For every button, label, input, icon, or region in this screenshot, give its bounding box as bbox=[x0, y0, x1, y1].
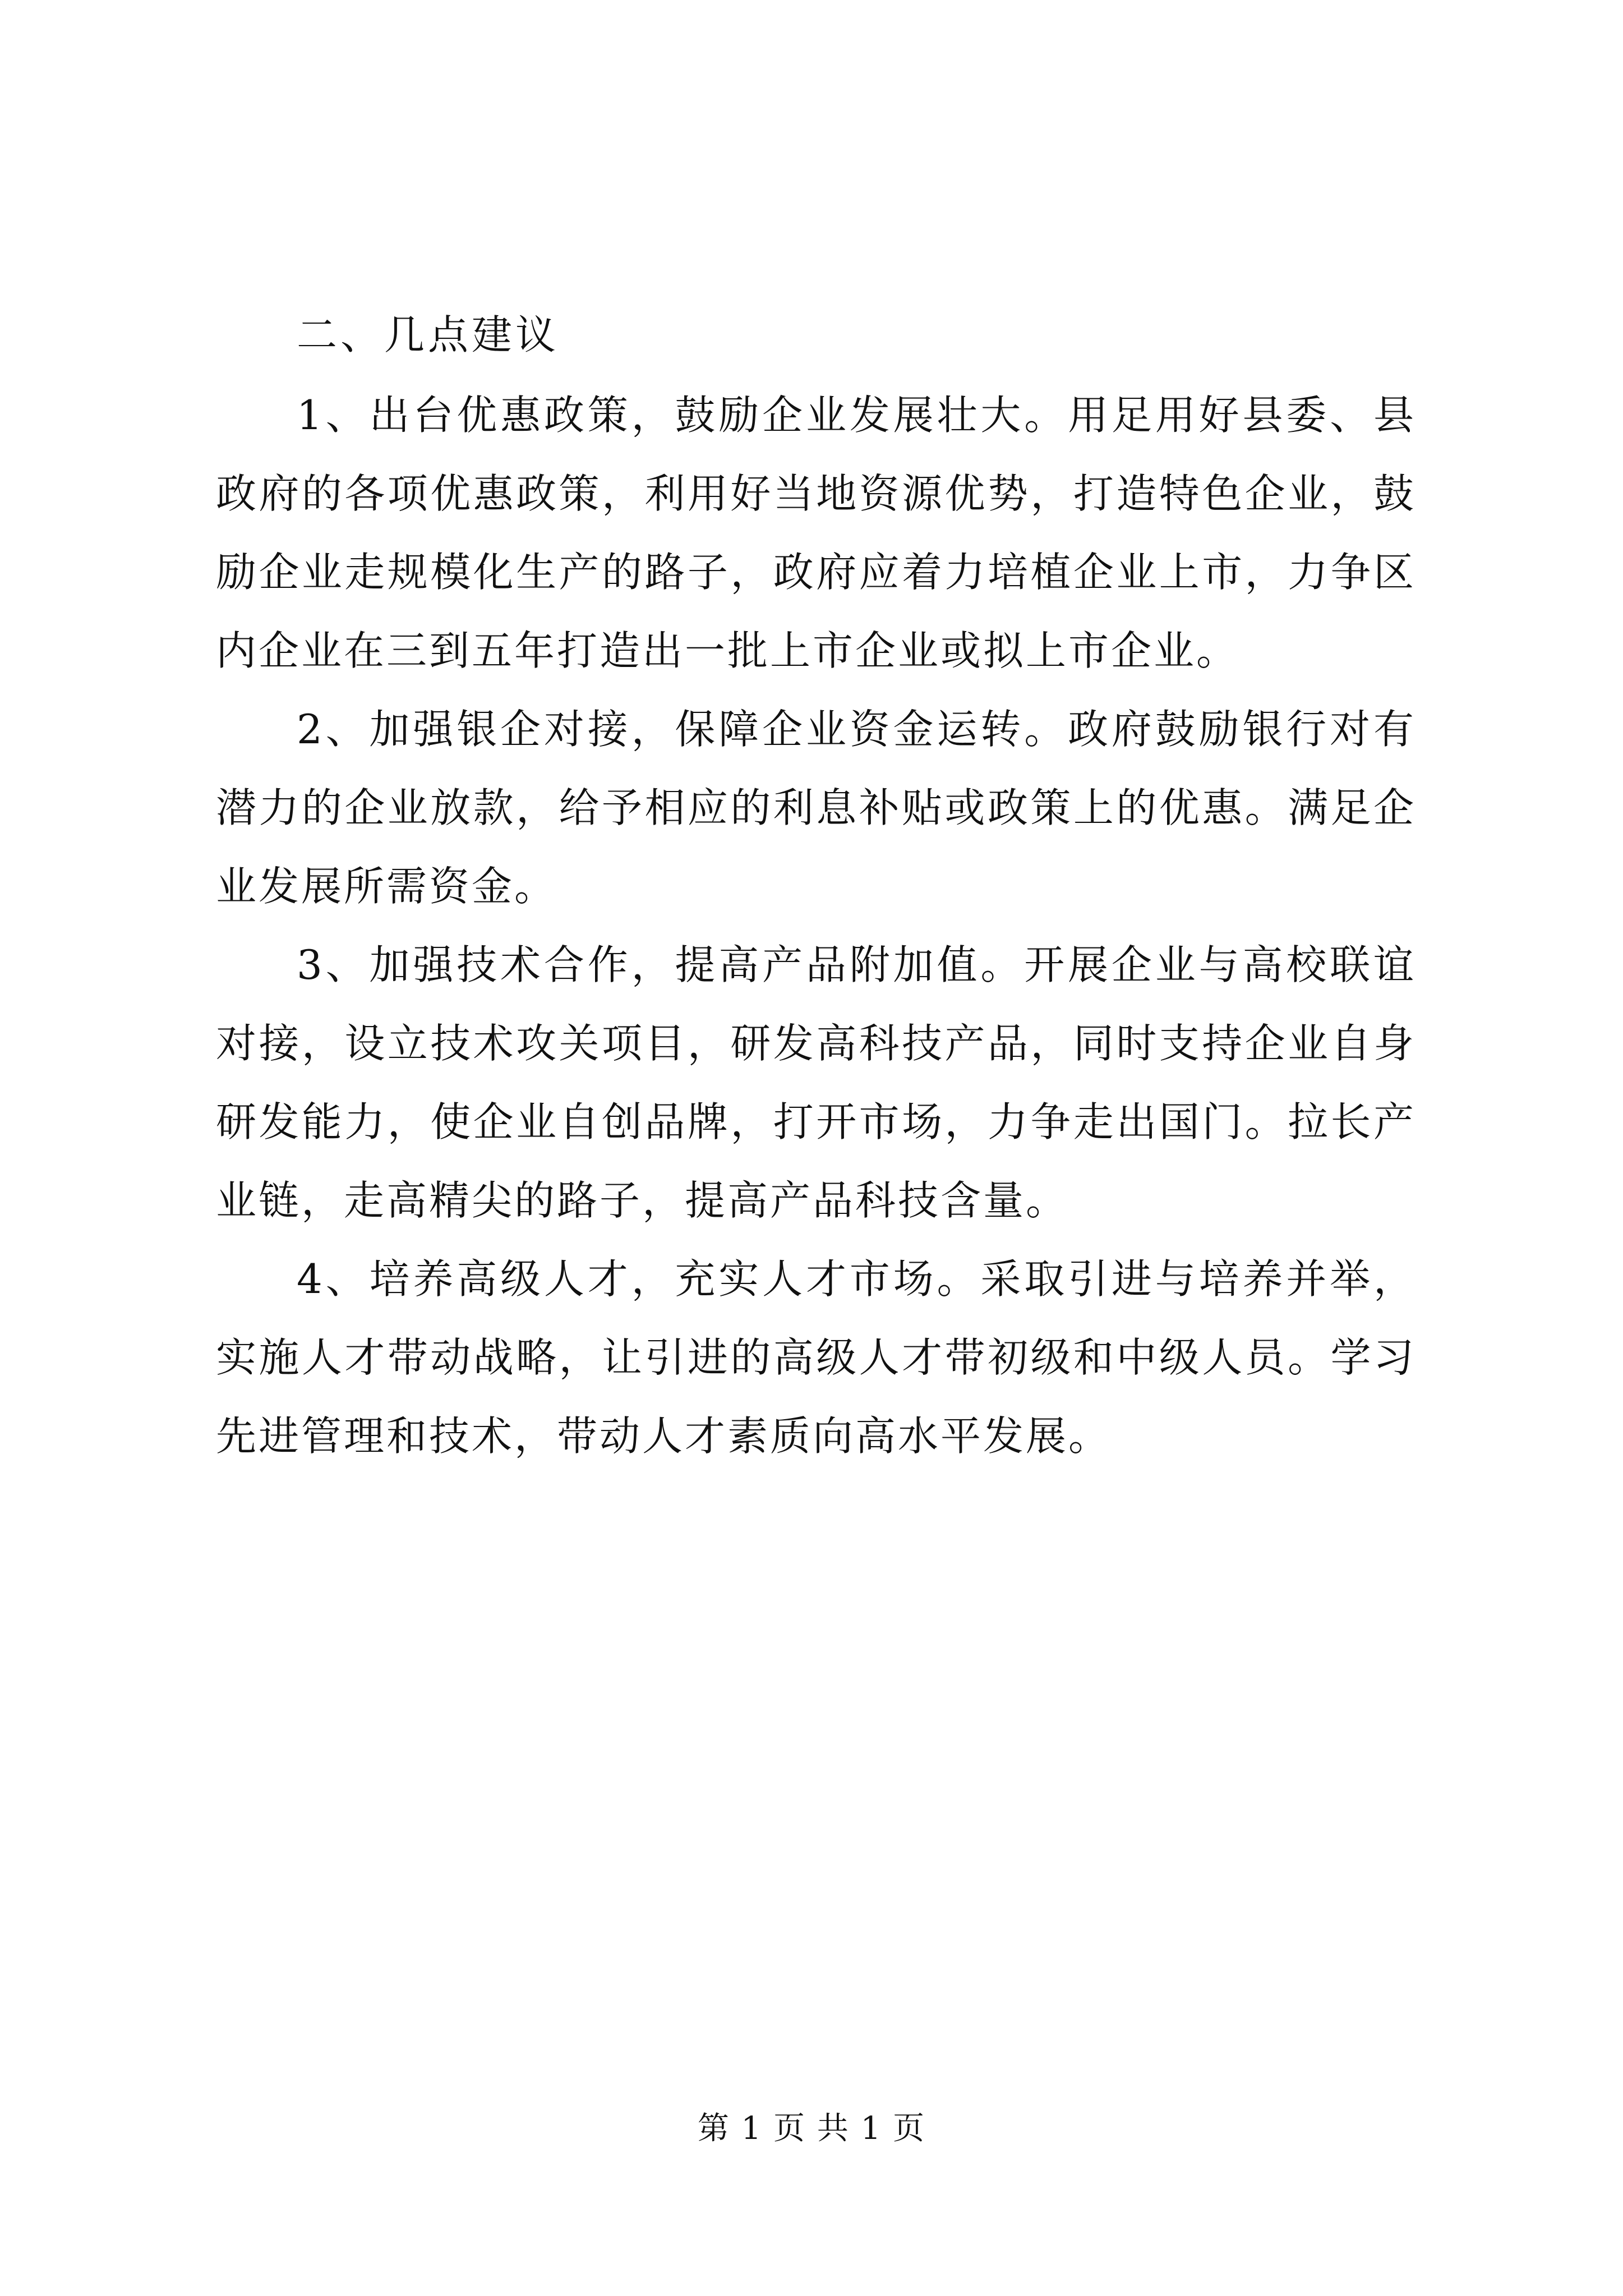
paragraph-3: 3、加强技术合作，提高产品附加值。开展企业与高校联谊对接，设立技术攻关项目，研发高科技产品，同时支持企业自身研发能力，使企业自创品牌，打开市场，力争走出国门。拉长产业链，走高精尖的路子，提高产品科技含量。 bbox=[216, 941, 1416, 1224]
paragraph-1: 1、出台优惠政策，鼓励企业发展壮大。用足用好县委、县政府的各项优惠政策，利用好当地资源优势，打造特色企业，鼓励企业走规模化生产的路子，政府应着力培植企业上市，力争区内企业在三到五年打造出一批上市企业或拟上市企业。 bbox=[216, 392, 1416, 674]
document-body bbox=[216, 303, 1416, 1475]
paragraph-4: 4、培养高级人才，充实人才市场。采取引进与培养并举，实施人才带动战略，让引进的高级人才带初级和中级人员。学习先进管理和技术，带动人才素质向高水平发展。 bbox=[216, 1255, 1416, 1460]
paragraph-2: 2、加强银企对接，保障企业资金运转。政府鼓励银行对有潜力的企业放款，给予相应的利息补贴或政策上的优惠。满足企业发展所需资金。 bbox=[216, 706, 1416, 910]
page-number-footer: 第 1 页 共 1 页 bbox=[697, 2110, 926, 2147]
section-heading: 二、几点建议 bbox=[297, 311, 560, 358]
